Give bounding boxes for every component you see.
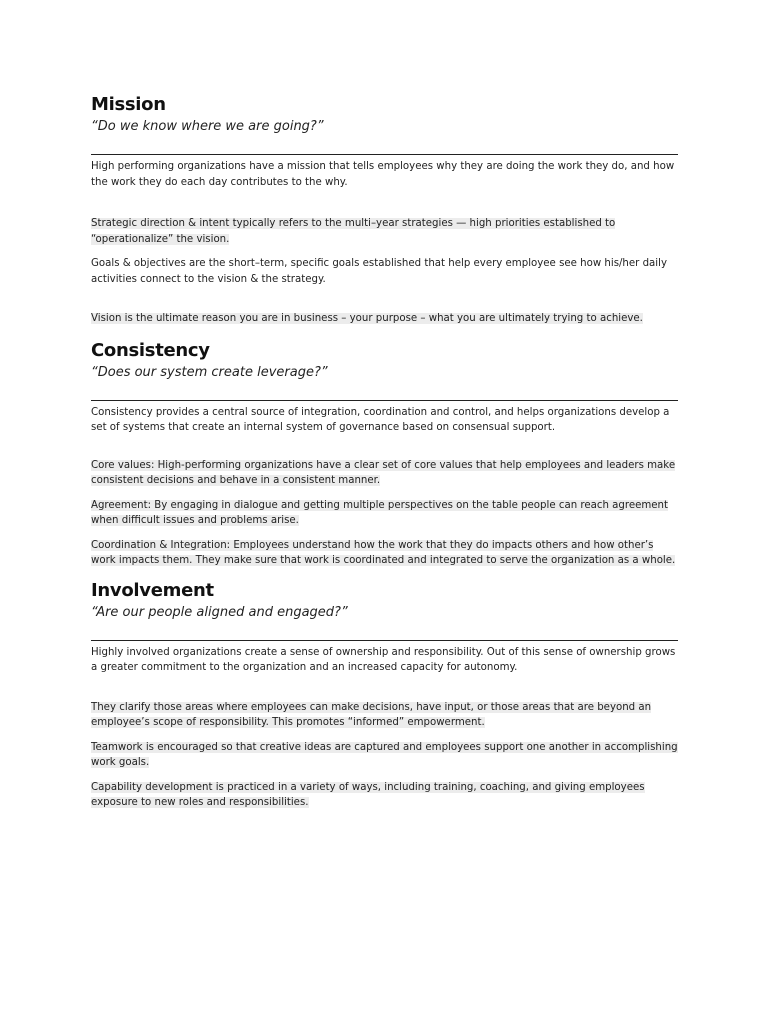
document-page: [91, 93, 678, 811]
section-heading: Consistency: [91, 339, 210, 361]
section-intro: High performing organizations have a mission that tells employees why they are doing the work they do, and how the work they do each day contributes to the why.: [91, 161, 675, 188]
point-text: They clarify those areas where employees can make decisions, have input, or those areas that are beyond an employee’s scope of responsibility. This promotes “informed” empowerment.: [91, 701, 652, 728]
point-text: Capability development is practiced in a variety of ways, including training, coaching, and giving employees exposure to new roles and responsibilities.: [91, 781, 645, 808]
point-text: Teamwork is encouraged so that creative ideas are captured and employees support one another in accomplishing work goals.: [91, 741, 678, 768]
section-tagline: “Are our people aligned and engaged?”: [91, 604, 348, 620]
section-heading: Mission: [91, 94, 166, 115]
section-involvement: [91, 579, 678, 811]
section-point: [91, 700, 678, 731]
section-divider: [91, 154, 678, 155]
point-text: Core values: High-performing organizations have a clear set of core values that help employees and leaders make consistent decisions and behave in a consistent manner.: [91, 459, 676, 486]
section-point: [91, 740, 678, 771]
section-tagline: “Does our system create leverage?”: [91, 364, 328, 380]
section-divider: [91, 640, 678, 641]
section-point: [91, 538, 678, 569]
section-point: [91, 780, 678, 811]
point-text: Coordination & Integration: Employees understand how the work that they do impacts others and how other’s work impacts them. They make sure that work is coordinated and integrated to serve the organization as a whole.: [91, 539, 676, 566]
point-text: Vision is the ultimate reason you are in business – your purpose – what you are ultimately trying to achieve.: [91, 313, 643, 324]
section-point: [91, 458, 678, 489]
section-divider: [91, 400, 678, 401]
section-point: [91, 311, 678, 327]
section-intro: Highly involved organizations create a sense of ownership and responsibility. Out of this sense of ownership grows a greater commitment to the organization and an increased capacity for autonomy.: [91, 646, 676, 673]
section-point: [91, 498, 678, 529]
section-point: [91, 256, 678, 287]
section-consistency: [91, 339, 678, 569]
section-intro: Consistency provides a central source of integration, coordination and control, and helps organizations develop a set of systems that create an internal system of governance based on consensual support.: [91, 406, 670, 433]
section-point: [91, 216, 678, 247]
point-text: Strategic direction & intent typically refers to the multi–year strategies — high priorities established to “operationalize” the vision.: [91, 218, 616, 245]
point-text: Goals & objectives are the short–term, specific goals established that help every employee see how his/her daily activities connect to the vision & the strategy.: [91, 258, 667, 285]
section-mission: [91, 93, 678, 327]
section-heading: Involvement: [91, 579, 214, 601]
section-tagline: “Do we know where we are going?”: [91, 119, 324, 134]
point-text: Agreement: By engaging in dialogue and getting multiple perspectives on the table people can reach agreement when difficult issues and problems arise.: [91, 499, 669, 526]
